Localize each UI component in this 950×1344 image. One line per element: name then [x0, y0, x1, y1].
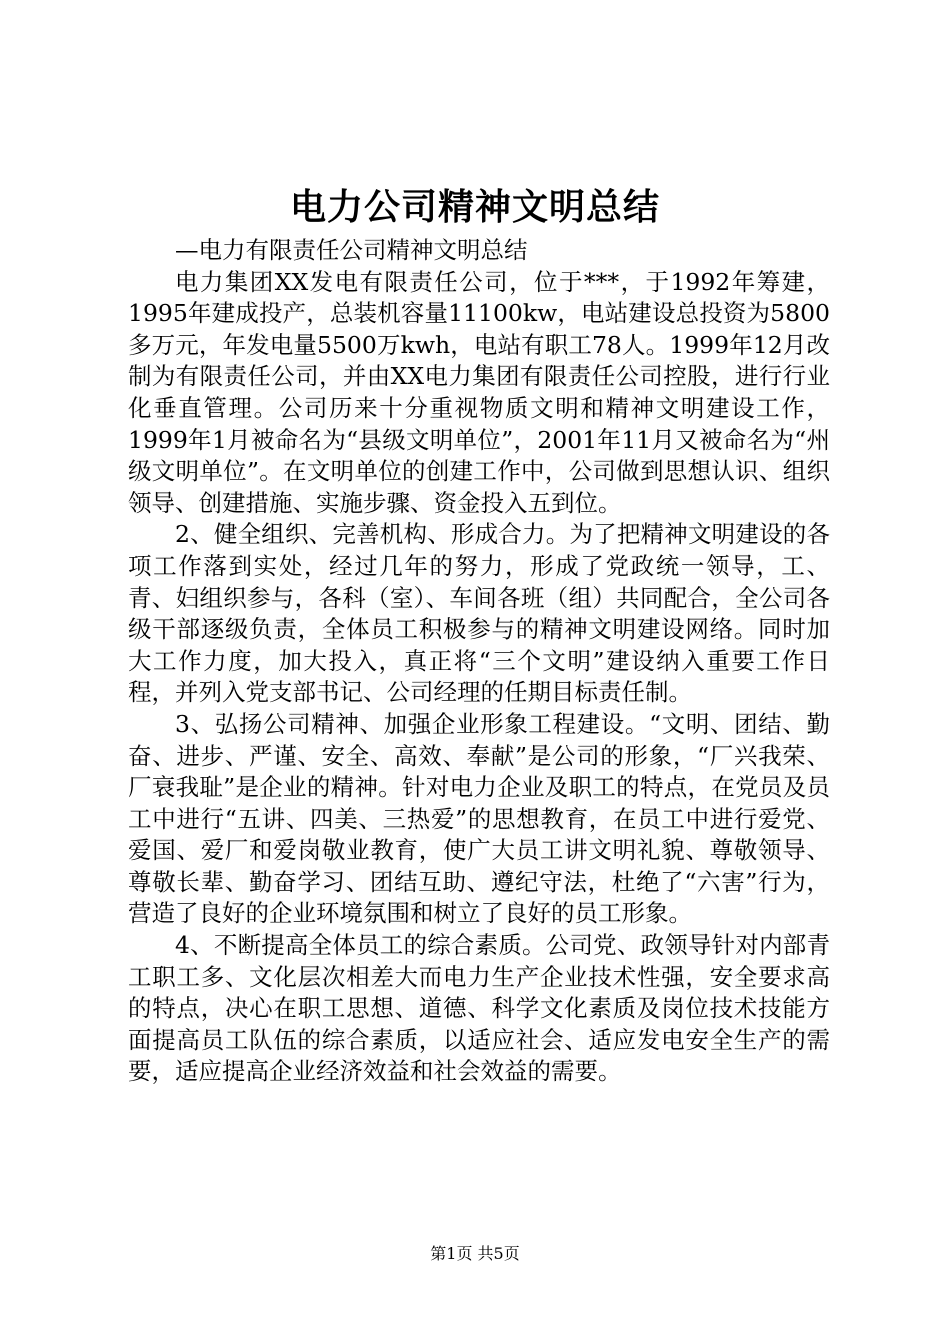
document-title: 电力公司精神文明总结: [289, 187, 660, 228]
paragraph-company-spirit: 3、弘扬公司精神、加强企业形象工程建设。“文明、团结、勤奋、进步、严谨、安全、高效、奉献”是公司的形象，“厂兴我荣、厂衰我耻”是企业的精神。针对电力企业及职工的特点，在党员及员工中进行“五讲、四美、三热爱”的思想教育，在员工中进行爱党、爱国、爱厂和爱岗敬业教育，使广大员工讲文明礼貌、尊敬领导、尊敬长辈、勤奋学习、团结互助、遵纪守法，杜绝了“六害”行为，营造了良好的企业环境氛围和树立了良好的员工形象。: [128, 709, 830, 928]
page-footer: 第1页 共5页: [430, 1244, 520, 1263]
paragraph-employee-quality: 4、不断提高全体员工的综合素质。公司党、政领导针对内部青工职工多、文化层次相差大而电力生产企业技术性强，安全要求高的特点，决心在职工思想、道德、科学文化素质及岗位技术技能方面提高员工队伍的综合素质，以适应社会、适应发电安全生产的需要，适应提高企业经济效益和社会效益的需要。: [128, 931, 830, 1086]
paragraph-organization: 2、健全组织、完善机构、形成合力。为了把精神文明建设的各项工作落到实处，经过几年的努力，形成了党政统一领导，工、青、妇组织参与，各科（室）、车间各班（组）共同配合，全公司各级干部逐级负责，全体员工积极参与的精神文明建设网络。同时加大工作力度，加大投入，真正将“三个文明”建设纳入重要工作日程，并列入党支部书记、公司经理的任期目标责任制。: [128, 520, 830, 707]
paragraph-intro: 电力集团XX发电有限责任公司，位于***，于1992年筹建，1995年建成投产，总装机容量11100kw，电站建设总投资为5800多万元，年发电量5500万kwh，电站有职工78人。1999年12月改制为有限责任公司，并由XX电力集团有限责任公司控股，进行行业化垂直管理。公司历来十分重视物质文明和精神文明建设工作，1999年1月被命名为“县级文明单位”，2001年11月又被命名为“州级文明单位”。在文明单位的创建工作中，公司做到思想认识、组织领导、创建措施、实施步骤、资金投入五到位。: [128, 267, 830, 517]
document-subtitle: —电力有限责任公司精神文明总结: [175, 236, 528, 264]
document-body: [128, 235, 830, 1088]
